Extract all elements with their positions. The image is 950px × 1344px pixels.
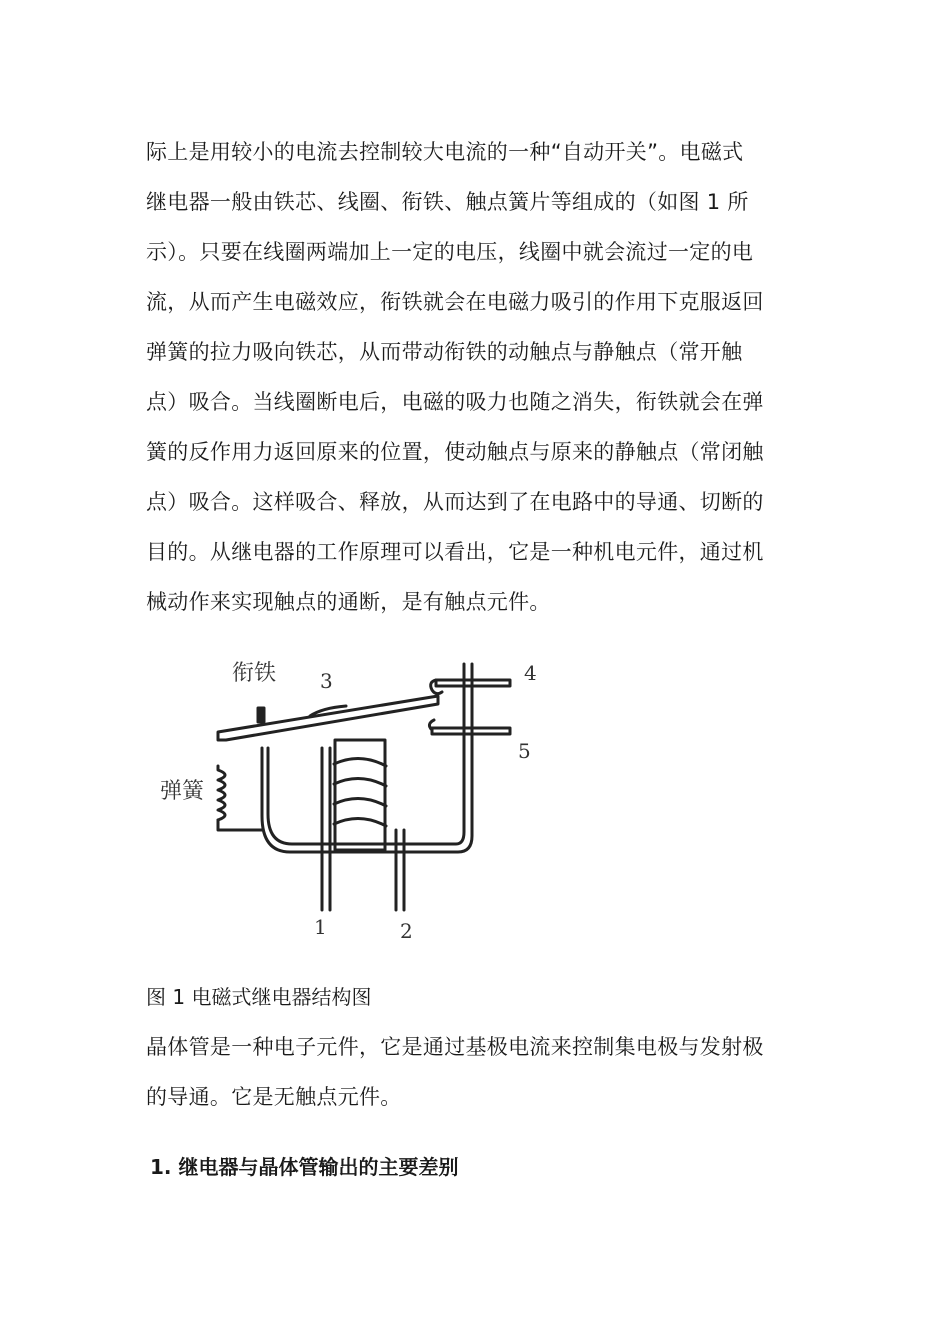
text-line: 示）。只要在线圈两端加上一定的电压，线圈中就会流过一定的电: [146, 240, 754, 264]
section-heading: 1. 继电器与晶体管输出的主要差别: [150, 1155, 459, 1179]
paragraph-relay-description: [146, 127, 806, 627]
return-spring: [218, 766, 225, 820]
text-line: 目的。从继电器的工作原理可以看出，它是一种机电元件，通过机: [146, 540, 764, 564]
text-line: 簧的反作用力返回原来的位置，使动触点与原来的静触点（常闭触: [146, 440, 764, 464]
text-line: 际上是用较小的电流去控制较大电流的一种“自动开关”。电磁式: [146, 140, 744, 164]
label-spring: 弹簧: [160, 779, 205, 804]
coil-winding: [334, 758, 386, 826]
label-1: 1: [314, 915, 327, 939]
text-line: 点）吸合。这样吸合、释放，从而达到了在电路中的导通、切断的: [146, 490, 764, 514]
label-2: 2: [400, 919, 413, 943]
label-4: 4: [524, 661, 537, 685]
text-line: 械动作来实现触点的通断，是有触点元件。: [146, 590, 551, 614]
relay-structure-diagram: [150, 620, 570, 960]
text-line: 弹簧的拉力吸向铁芯，从而带动衔铁的动触点与静触点（常开触: [146, 340, 743, 364]
label-5: 5: [518, 739, 531, 763]
paragraph-transistor: [146, 1022, 806, 1122]
text-line: 继电器一般由铁芯、线圈、衔铁、触点簧片等组成的（如图 1 所: [146, 190, 749, 214]
armature-bar: [218, 696, 438, 740]
text-line: 流，从而产生电磁效应，衔铁就会在电磁力吸引的作用下克服返回: [146, 290, 764, 314]
label-armature: 衔铁: [232, 661, 277, 686]
text-line: 晶体管是一种电子元件，它是通过基极电流来控制集电极与发射极: [146, 1035, 764, 1059]
label-3: 3: [320, 669, 333, 693]
iron-core: [335, 740, 385, 850]
figure-caption: 图 1 电磁式继电器结构图: [146, 985, 372, 1009]
text-line: 点）吸合。当线圈断电后，电磁的吸力也随之消失，衔铁就会在弹: [146, 390, 764, 414]
text-line: 的导通。它是无触点元件。: [146, 1085, 402, 1109]
